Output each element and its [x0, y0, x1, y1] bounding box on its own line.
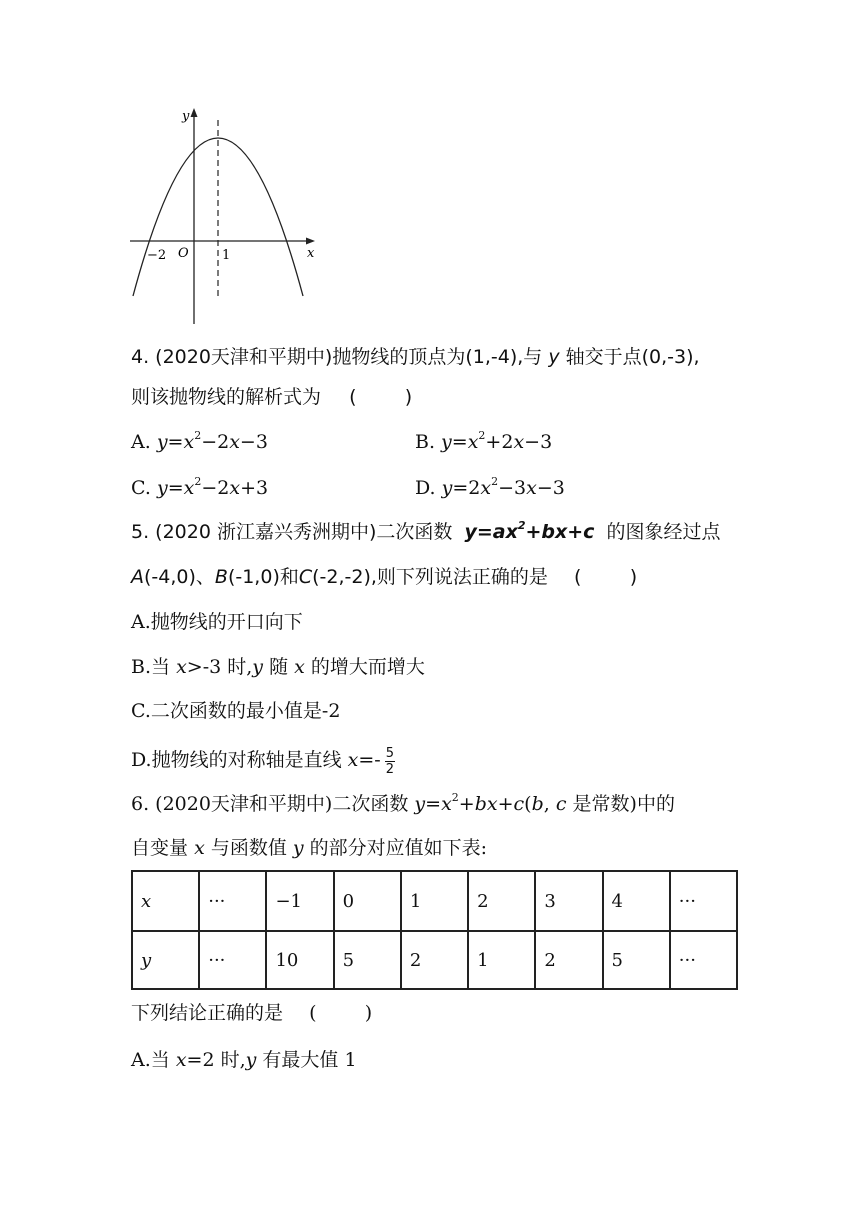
q6-opt-a-3: =2 时,: [186, 1049, 246, 1071]
q5-opt-b-3: >-3 时,: [186, 656, 253, 678]
opt-d-eq: =2: [452, 477, 481, 499]
q5-stem-a: 5. (2020 浙江嘉兴秀洲期中)二次函数: [131, 521, 453, 543]
q4-stem-b: 轴交于点(0,-3),: [565, 346, 700, 368]
q5-point-c: C: [298, 566, 313, 588]
q6-func-plus: +: [458, 793, 475, 815]
opt-a-const: −3: [239, 431, 268, 453]
q4-stem-line2-text: 则该抛物线的解析式为: [131, 386, 322, 408]
fraction-denominator: 2: [385, 761, 394, 777]
q6-func-bx: bx: [474, 793, 498, 815]
table-cell: x: [132, 871, 199, 931]
q5-func-rest: +bx+c: [525, 521, 595, 543]
q6-after-table-text: 下列结论正确的是: [131, 1002, 284, 1024]
table-cell: 1: [468, 931, 535, 989]
table-cell: 2: [401, 931, 468, 989]
opt-d-x2: x: [526, 477, 537, 499]
q4-option-c: [131, 475, 268, 501]
table-cell: ···: [670, 931, 737, 989]
q5-func-y: y=ax: [464, 521, 518, 543]
opt-c-sup: 2: [194, 475, 202, 488]
q5-opt-d-eq: =-: [358, 749, 381, 771]
opt-b-x2: x: [513, 431, 525, 453]
q6-answer-paren: ( ): [309, 1002, 373, 1024]
opt-b-x: x: [467, 431, 479, 453]
table-cell: 4: [603, 871, 670, 931]
q6-stem-line2: [131, 835, 487, 861]
q6-opt-a-y: y: [245, 1049, 257, 1071]
q5-opt-b-x2: x: [294, 656, 305, 678]
opt-d-const: −3: [536, 477, 565, 499]
q6-func-comma: ,: [543, 793, 556, 815]
q5-opt-b-1: B.当: [131, 656, 171, 678]
table-row-y: [132, 931, 737, 989]
q6-stem-line1: [131, 791, 675, 817]
opt-a-x2: x: [229, 431, 240, 453]
q5-opt-d-fraction: [385, 746, 395, 777]
q6-line2-y: y: [292, 837, 304, 859]
q5-opt-b-x: x: [176, 656, 187, 678]
opt-c-eq: =: [167, 477, 184, 499]
opt-c-y: y: [156, 477, 168, 499]
q6-option-a: [131, 1047, 357, 1073]
q6-opt-a-1: A.当: [131, 1049, 170, 1071]
q6-line2-a: 自变量: [131, 837, 189, 859]
q5-opt-b-5: 随: [269, 656, 289, 678]
q5-opt-d-1: D.抛物线的对称轴是直线: [131, 749, 342, 771]
q5-stem-line2: [131, 564, 637, 590]
q6-line2-c: 的部分对应值如下表:: [309, 837, 488, 859]
q5-point-a: A: [131, 566, 144, 588]
q6-func-x: x: [441, 793, 452, 815]
q5-opt-b-7: 的增大而增大: [310, 656, 425, 678]
opt-a-coef: −2: [201, 431, 230, 453]
table-cell: 0: [334, 871, 401, 931]
q6-func-sup: 2: [451, 791, 459, 804]
q4-option-d: [415, 475, 565, 501]
q6-func-paren: (: [524, 793, 532, 815]
q6-func-eq: =: [425, 793, 442, 815]
q6-line2-b: 与函数值: [210, 837, 287, 859]
q5-point-c-coords: (-2,-2),则下列说法正确的是: [312, 566, 548, 588]
opt-b-sup: 2: [478, 429, 486, 442]
q5-opt-b-y: y: [252, 656, 264, 678]
y-axis-arrow: [191, 108, 198, 117]
q6-func-y: y: [414, 793, 426, 815]
opt-c-const: +3: [240, 477, 269, 499]
tick-label-neg2: −2: [147, 248, 167, 263]
q5-point-b: B: [214, 566, 228, 588]
opt-a-y: y: [156, 431, 168, 453]
q5-opt-d-x: x: [347, 749, 359, 771]
q6-opt-a-5: 有最大值 1: [262, 1049, 357, 1071]
q4-stem-line1: [131, 344, 700, 370]
q4-option-b: [415, 429, 552, 455]
opt-c-x: x: [183, 477, 195, 499]
q6-func-b: b: [531, 793, 544, 815]
table-cell: 1: [401, 871, 468, 931]
opt-a-x: x: [183, 431, 195, 453]
x-axis-label: x: [307, 246, 315, 261]
table-cell: 2: [535, 931, 602, 989]
q4-stem-line2: [131, 384, 412, 410]
table-cell: 3: [535, 871, 602, 931]
opt-b-y: y: [441, 431, 452, 453]
opt-a-sup: 2: [194, 429, 202, 442]
table-cell: 5: [603, 931, 670, 989]
table-cell: ···: [199, 931, 266, 989]
q5-point-a-coords: (-4,0)、: [144, 566, 215, 588]
table-row-x: [132, 871, 737, 931]
q5-option-c: [131, 698, 340, 724]
opt-b-coef: +2: [485, 431, 514, 453]
origin-label: O: [178, 246, 189, 261]
opt-d-letter: D.: [415, 477, 442, 499]
tick-label-1: 1: [222, 248, 231, 263]
q5-answer-paren: ( ): [573, 566, 638, 588]
opt-b-letter: B.: [415, 431, 442, 453]
opt-c-coef: −2: [201, 477, 230, 499]
q4-answer-paren: ( ): [349, 386, 413, 408]
q5-option-d: [131, 742, 395, 778]
x-axis-arrow: [306, 238, 315, 245]
opt-d-coef: −3: [498, 477, 527, 499]
q5-stem-line1: [131, 519, 721, 545]
table-cell: 10: [266, 931, 333, 989]
q5-function: [464, 521, 594, 543]
q6-func-c2: c: [555, 793, 567, 815]
table-cell: ···: [199, 871, 266, 931]
q5-opt-a-text: A.抛物线的开口向下: [131, 611, 303, 633]
parabola-graph: [125, 100, 325, 330]
q6-after-table: [131, 1000, 372, 1026]
q5-func-sup: 2: [517, 519, 526, 532]
table-cell: y: [132, 931, 199, 989]
opt-d-x: x: [480, 477, 492, 499]
q6-stem-b: 是常数)中的: [572, 793, 675, 815]
opt-d-y: y: [441, 477, 453, 499]
fraction-numerator: 5: [385, 745, 394, 761]
q4-stem-var: y: [548, 346, 560, 368]
q6-line2-x: x: [194, 837, 205, 859]
opt-a-eq: =: [167, 431, 184, 453]
q6-opt-a-x: x: [175, 1049, 187, 1071]
q5-stem-b: 的图象经过点: [606, 521, 721, 543]
opt-c-letter: C.: [131, 477, 157, 499]
q4-option-a: [131, 429, 268, 455]
value-table: [131, 870, 738, 990]
q5-opt-c-text: C.二次函数的最小值是-2: [131, 700, 341, 722]
table-cell: 5: [334, 931, 401, 989]
opt-c-x2: x: [229, 477, 241, 499]
opt-d-sup: 2: [491, 475, 499, 488]
opt-b-eq: =: [451, 431, 468, 453]
q6-func-c: +c: [497, 793, 525, 815]
table-cell: 2: [468, 871, 535, 931]
q5-point-b-coords: (-1,0)和: [227, 566, 299, 588]
q4-stem-a: 4. (2020天津和平期中)抛物线的顶点为(1,-4),与: [131, 346, 543, 368]
opt-b-const: −3: [524, 431, 553, 453]
y-axis-label: y: [182, 109, 190, 124]
q6-stem-a: 6. (2020天津和平期中)二次函数: [131, 793, 409, 815]
table-cell: −1: [266, 871, 333, 931]
q5-option-b: [131, 654, 425, 680]
table-cell: ···: [670, 871, 737, 931]
opt-a-letter: A.: [131, 431, 157, 453]
q5-option-a: [131, 609, 303, 635]
